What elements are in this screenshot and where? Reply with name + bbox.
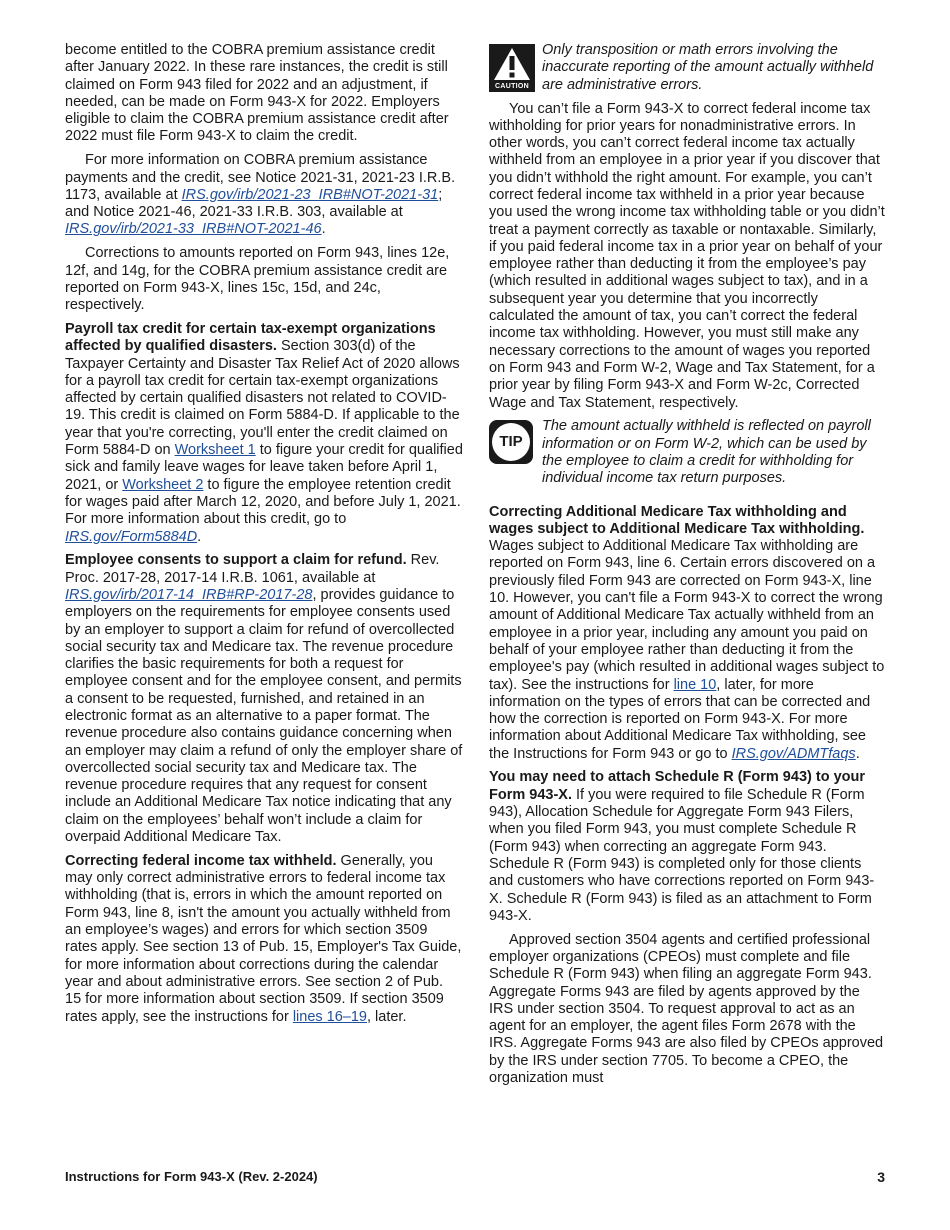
caution-label: CAUTION [495,83,529,90]
text-span: Wages subject to Additional Medicare Tax withholding are reported on Form 943, line 6. Certain errors discovered on a previously filed Form 943 are corrected on Form 943-X, line 10. However, you can't file a Form 943-X to correct the wrong amount of Additional Medicare Tax actually withheld from an employee in a prior year, including any amount you paid on behalf of your employee rather than deducting it from the employee's pay (which resulted in additional wages subject to tax). See the instructions for [489,538,885,693]
text-span: Section 303(d) of the Taxpayer Certainty and Disaster Tax Relief Act of 2020 allows for a payroll tax credit for certain tax-exempt organizations affected by certain qualified disasters not related to COVID-19. This credit is claimed on Form 5884-D. If applicable to the year that you're correcting, you'll enter the credit claimed on Form 5884-D on [65,338,460,459]
warning-triangle-icon [493,47,531,81]
left-column [65,42,463,1032]
tip-icon [489,420,533,464]
text-span: If you were required to file Schedule R (Form 943), Allocation Schedule for Aggregate Form 943 Filers, when you filed Form 943, you must complete Schedule R (Form 943) when correcting an aggregate Form 943. Schedule R (Form 943) is completed only for those clients and customers who have corrections reported on Form 943-X. Schedule R (Form 943) is filed as an attachment to Form 943-X. [489,786,875,924]
admtfaqs-link[interactable]: IRS.gov/ADMTfaqs [731,745,856,762]
tip-label: TIP [492,423,530,461]
irb-2021-33-link[interactable]: IRS.gov/irb/2021-33_IRB#NOT-2021-46 [65,221,322,238]
additional-medicare-heading: Correcting Additional Medicare Tax withholding and wages subject to Additional Medicare Tax withholding. [489,503,865,537]
schedule-r-paragraph [489,769,887,925]
line-10-link[interactable]: line 10 [673,676,717,693]
text-span: For more information on COBRA premium assistance payments and the credit, see Notice 2021-31, 2021-23 I.R.B. 1173, available at [65,152,456,203]
payroll-tax-credit-heading: Payroll tax credit for certain tax-exempt organizations affected by qualified disasters. [65,320,436,355]
tip-text [489,418,887,487]
irb-2017-14-link[interactable]: IRS.gov/irb/2017-14_IRB#RP-2017-28 [65,586,313,603]
worksheet-1-link[interactable]: Worksheet 1 [174,442,256,459]
text-span: to figure the employee retention credit for wages paid after March 12, 2020, and before July 1, 2021. For more information about this credit, go to [65,476,461,528]
text-span: ; and Notice 2021-46, 2021-33 I.R.B. 303, available at [65,186,443,221]
text-span: , later. [367,1008,407,1025]
form-5884d-link[interactable]: IRS.gov/Form5884D [65,528,198,545]
employee-consents-paragraph [65,552,463,846]
nonadministrative-errors-paragraph: You can’t file a Form 943-X to correct federal income tax withholding for prior years for nonadministrative errors. In other words, you can’t correct federal income tax actually withheld from an employee in a prior year if you discover that you didn’t withhold the right amount. For example, you can’t correct federal income tax withheld in a prior year because you used the wrong income tax withholding table or you didn’t treat a payment correctly as taxable or nontaxable. Similarly, if you paid federal income tax in a prior year on behalf of your employee rather than deducting it from the employee’s pay (which resulted in additional wages subject to tax), and in a subsequent year you determine that you incorrectly calculated the amount of tax, you can’t correct the federal income tax withholding. However, you must still make any necessary corrections to the amount of wages you reported on Form 943 and Form W-2, Wage and Tax Statement, for a prior year by filing Form 943-X and Form W-2c, Corrected Wage and Tax Statement, respectively. [489,100,885,411]
cobra-corrections-paragraph: Corrections to amounts reported on Form 943, lines 12e, 12f, and 14g, for the COBRA premium assistance credit are reported on Form 943-X, lines 15c, 15d, and 24c, respectively. [65,245,450,314]
lines-16-19-link[interactable]: lines 16–19 [292,1008,367,1025]
additional-medicare-paragraph [489,504,887,763]
cobra-continuation-paragraph: become entitled to the COBRA premium assistance credit after January 2022. In these rare instances, the credit is still claimed on Form 943 filed for 2022 and an adjustment, if needed, can be made on Form 943-X for 2022. Employers eligible to claim the COBRA premium assistance credit after 2022 must file Form 943-X to claim the credit. [65,42,449,145]
text-span: . [321,221,326,238]
schedule-r-heading: You may need to attach Schedule R (Form 943) to your Form 943-X. [489,769,865,803]
footer-title: Instructions for Form 943-X (Rev. 2-2024) [65,1169,318,1184]
caution-note [489,42,887,94]
irb-2021-23-link[interactable]: IRS.gov/irb/2021-23_IRB#NOT-2021-31 [181,186,439,203]
right-column [489,42,887,1087]
text-span: Rev. Proc. 2017-28, 2017-14 I.R.B. 1061, available at [65,552,440,586]
section-3504-agents-paragraph: Approved section 3504 agents and certified professional employer organizations (CPEOs) must complete and file Schedule R (Form 943) when filing an aggregate Form 943. Aggregate Forms 943 are filed by agents approved by the IRS under section 3504. To request approval to act as an agent for an employer, the agent files Form 2678 with the IRS. Aggregate Forms 943 are also filed by CPEOs approved by the IRS under section 7705. To become a CPEO, the organization must [489,931,884,1087]
tip-note [489,418,887,487]
employee-consents-heading: Employee consents to support a claim for refund. [65,552,407,569]
text-span: , provides guidance to employers on the requirements for employee consents used by an employer to support a claim for refund of overcollected social security tax and Medicare tax. The revenue procedure clarifies the basic requirements for both a request for employee consent and for the employee consent, and permits a consent to be requested, furnished, and retained in an electronic format as an alternative to a paper format. The revenue procedure also contains guidance concerning when an employer may claim a refund of only the employer share of overcollected social security tax and Medicare tax. The revenue procedure requires that any request for consent include an Additional Medicare Tax notice indicating that any claim on the employees’ behalf won’t include a claim for overpaid Additional Medicare Tax. [65,586,463,846]
payroll-tax-credit-paragraph [65,321,463,546]
text-span: . [197,528,202,545]
text-span: . [855,745,860,762]
federal-income-tax-paragraph [65,853,463,1026]
caution-icon [489,44,535,92]
page-number: 3 [877,1169,885,1185]
caution-text: Only transposition or math errors involving the inaccurate reporting of the amount actually withheld are administrative errors. [542,42,874,93]
text-span: Generally, you may only correct administrative errors to federal income tax withholding (that is, errors in which the amount reported on Form 943, line 8, isn't the amount you actually withheld from an employee’s wages) and errors for which section 3509 rates apply. See section 13 of Pub. 15, Employer's Tax Guide, for more information about corrections during the calendar year and about administrative errors. See section 2 of Pub. 15 for more information about section 3509. If section 3509 rates apply, see the instructions for [65,852,462,1025]
worksheet-2-link[interactable]: Worksheet 2 [122,476,204,493]
page-footer [65,1169,885,1184]
text-span: , later, for more information on the types of errors that can be corrected and how the correction is reported on Form 943-X. For more information about Additional Medicare Tax withholding, see the Instructions for Form 943 or go to [489,676,871,762]
tip-text-span: The amount actually withheld is reflected on payroll information or on Form W-2, which can be used by the employee to claim a credit for withholding for individual income tax return purposes. [542,418,871,487]
cobra-notice-paragraph [65,152,463,238]
federal-income-tax-heading: Correcting federal income tax withheld. [65,852,337,869]
text-span: to figure your credit for qualified sick and family leave wages for leave taken before April 1, 2021, or [65,442,463,493]
